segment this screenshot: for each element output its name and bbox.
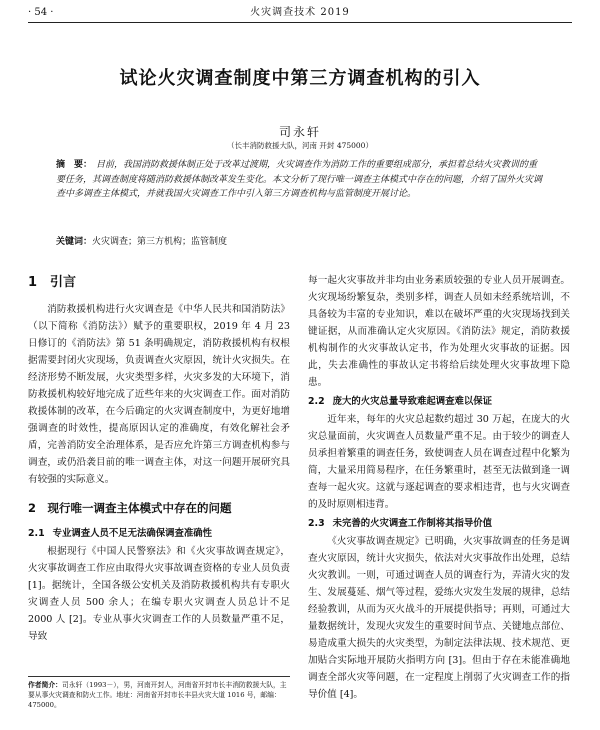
footnote-label: 作者简介： bbox=[28, 681, 62, 689]
subsection-2-1-heading bbox=[28, 525, 290, 542]
footnote-text: 司永轩（1993－），男，河南开封人，河南省开封市长丰消防救援大队，主要从事火灾调查和防火工作。地址：河南省开封市长丰县火灾大道 1016 号，邮编：475000。 bbox=[28, 681, 287, 709]
author-footnote bbox=[28, 676, 290, 710]
abstract-label: 摘 要： bbox=[56, 160, 93, 170]
body-paragraph: 消防救援机构进行火灾调查是《中华人民共和国消防法》（以下简称《消防法》）赋予的重要职权，2019 年 4 月 23 日修订的《消防法》第 51 条明确规定，消防救援机构有权根据需要封闭火灾现场，负责调查火灾原因，统计火灾损失。在经济形势不断发展，火灾类型多样，火灾多发的大环境下，消防救援机构较好地完成了近些年来的火灾调查工作。面对消防救援体制的改革，在今后确定的火灾调查制度中，为更好地增强调查的时效性，提高原因认定的准确度，有效化解社会矛盾，完善消防安全治理体系，是否应允许第三方调查机构参与调查，或仍沿袭目前的唯一调查主体，对这一问题开展研究具有较强的实际意义。 bbox=[28, 304, 290, 485]
running-header bbox=[28, 6, 572, 23]
abstract-text: 目前，我国消防救援体制正处于改革过渡期，火灾调查作为消防工作的重要组成部分，承担着总结火灾教训的重要任务，其调查制度将随消防救援体制改革发生变化。本文分析了现行唯一调查主体模式中存在的问题，介绍了国外火灾调查中多调查主体模式，并就我国火灾调查工作中引入第三方调查机构与监管制度开展讨论。 bbox=[56, 160, 543, 200]
keywords bbox=[56, 235, 544, 249]
page-number: · 54 · bbox=[28, 7, 54, 18]
subsection-title: 专业调查人员不足无法确保调查准确性 bbox=[52, 528, 212, 539]
subsection-number: 2.3 bbox=[308, 518, 325, 529]
keywords-label: 关键词： bbox=[56, 237, 93, 247]
body-paragraph: 近年来，每年的火灾总起数约超过 30 万起，在庞大的火灾总量面前，火灾调查人员数量严重不足。由于较少的调查人员承担着繁重的调查任务，致使调查人员在调查过程中化繁为简，大量采用简易程序，在任务繁重时，甚至无法做到逢一调查每一起火灾。这就与逐起调查的要求相违背，也与火灾调查的及时原则相违背。 bbox=[308, 414, 570, 510]
keywords-text: 火灾调查；第三方机构；监管制度 bbox=[92, 237, 228, 247]
section-1-heading: 1 引言 bbox=[28, 275, 77, 290]
subsection-2-3-heading bbox=[308, 515, 570, 532]
author-affiliation: （长丰消防救援大队，河南 开封 475000） bbox=[227, 141, 373, 150]
subsection-title: 未完善的火灾调查工作制将其指导价值 bbox=[332, 518, 492, 529]
abstract bbox=[56, 158, 544, 202]
body-paragraph: 每一起火灾事故并非均由业务素质较强的专业人员开展调查。火灾现场纷繁复杂，类别多样，调查人员如未经系统培训，不具备较为丰富的专业知识，难以在破坏严重的火灾现场找到关键证据，从而准确认定火灾原因。《消防法》规定，消防救援机构制作的火灾事故认定书，作为处理火灾事故的证据。因此，失去准确性的事故认定书将给后续处理火灾事故埋下隐患。 bbox=[308, 275, 570, 388]
right-column bbox=[308, 272, 570, 703]
subsection-number: 2.1 bbox=[28, 528, 45, 539]
left-column bbox=[28, 266, 290, 645]
body-paragraph: 根据现行《中国人民警察法》和《火灾事故调查规定》，火灾事故调查工作应由取得火灾事故调查资格的专业人员负责 [1]。据统计，全国各级公安机关及消防救援机构共有专职火灾调查人员 500 余人；在编专职火灾调查人员总计不足 2000 人 [2]。专业从事火灾调查工作的人员数量严重不足，导致 bbox=[28, 546, 290, 642]
journal-name: 火灾调查技术 2019 bbox=[250, 7, 350, 18]
section-2-heading: 2 现行唯一调查主体模式中存在的问题 bbox=[28, 501, 232, 515]
body-paragraph: 《火灾事故调查规定》已明确，火灾事故调查的任务是调查火灾原因，统计火灾损失，依法对火灾事故作出处理，总结火灾教训。一则，可通过调查人员的调查行为，弄清火灾的发生、发展蔓延、烟气等过程，爱练火灾发生发展的规律，总结经验教训，从而为灭火战斗的开展提供指导；再则，可通过大量数据统计，发现火灾发生的重要时间节点、关键地点部位、易造成重大损失的火灾类型，为制定法律法规、技术规范、更加贴合实际地开展防火指明方向 [3]。但由于存在未能准确地调查全部火灾等问题，在一定程度上削弱了火灾调查工作的指导价值 [4]。 bbox=[308, 536, 570, 700]
author-name: 司永轩 bbox=[278, 125, 321, 139]
subsection-title: 庞大的火灾总量导致难起调查难以保证 bbox=[332, 396, 492, 407]
subsection-2-2-heading bbox=[308, 393, 570, 410]
subsection-number: 2.2 bbox=[308, 396, 325, 407]
paper-title: 试论火灾调查制度中第三方调查机构的引入 bbox=[119, 68, 481, 89]
